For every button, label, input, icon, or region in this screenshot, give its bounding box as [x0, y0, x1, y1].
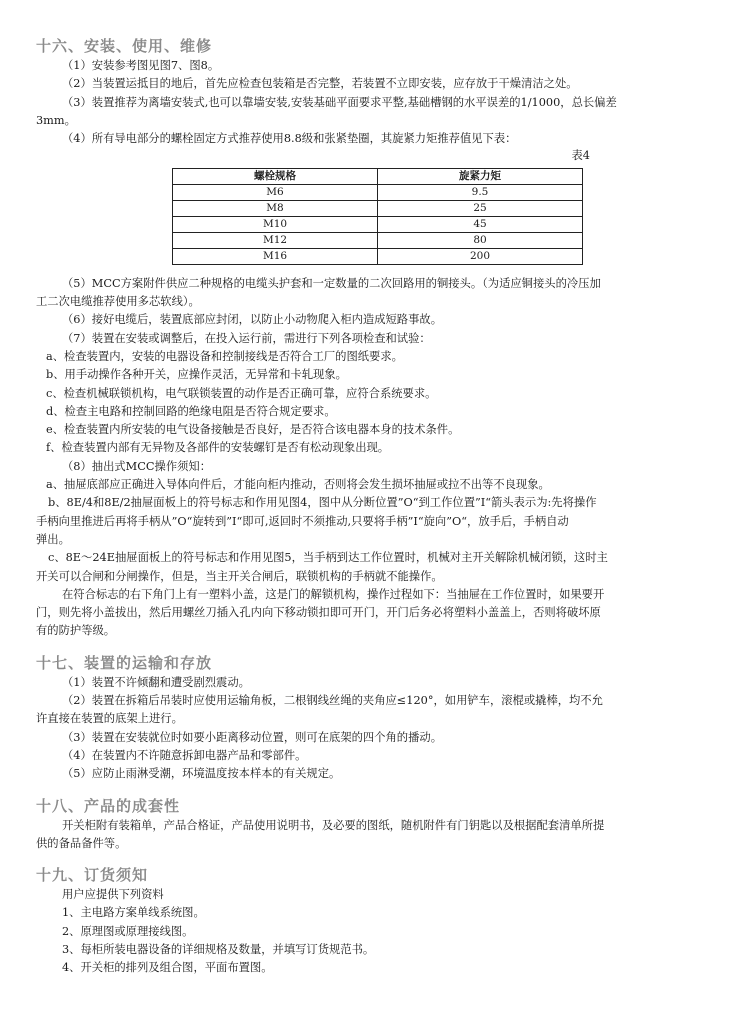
torque-table — [172, 168, 583, 265]
s16-p5a: （5）MCC方案附件供应二种规格的电缆头护套和一定数量的二次回路用的铜接头。（为适应铜接头的冷压加 — [62, 276, 601, 290]
section-16-title: 十六、安装、使用、维修 — [36, 37, 213, 55]
s18-p1a: 开关柜附有装箱单，产品合格证，产品使用说明书，及必要的图纸，随机附件有门钥匙以及根据配套清单所提 — [62, 818, 605, 832]
s16-p7d: d、检查主电路和控制回路的绝缘电阻是否符合规定要求。 — [46, 404, 336, 418]
table-cell: 80 — [378, 232, 583, 248]
s16-p8a: a、抽屉底部应正确进入导体向件后，才能向柜内推动，否则将会发生损坏抽屉或拉不出等不良现象。 — [46, 478, 550, 492]
s17-p4: （4）在装置内不许随意拆卸电器产品和零部件。 — [62, 748, 307, 762]
table-row — [173, 200, 583, 216]
table-header-row — [173, 168, 583, 184]
s16-p7f: f、检查装置内部有无异物及各部件的安装螺钉是否有松动现象出现。 — [46, 441, 390, 455]
table-cell: 25 — [378, 200, 583, 216]
table-header-cell: 螺栓规格 — [173, 168, 378, 184]
s16-p5b: 工二次电缆推荐使用多芯软线）。 — [36, 295, 200, 309]
table-header-cell: 旋紧力矩 — [378, 168, 583, 184]
section-17 — [36, 653, 714, 784]
s16-p7e: e、检查装置内所安装的电气设备接触是否良好，是否符合该电器本身的技术条件。 — [46, 423, 460, 437]
section-19 — [36, 865, 714, 977]
s16-p3a: （3）装置推荐为离墙安装式,也可以靠墙安装,安装基础平面要求平整,基础槽钢的水平误差的1/1000，总长偏差 — [62, 95, 617, 109]
table-cell: M16 — [173, 248, 378, 264]
section-17-title: 十七、装置的运输和存放 — [36, 653, 213, 672]
s16-p7: （7）装置在安装或调整后，在投入运行前，需进行下列各项检查和试验： — [62, 331, 431, 345]
table-row — [173, 232, 583, 248]
s16-p8c1: c、8E～24E抽屉面板上的符号标志和作用见图5，当手柄到达工作位置时，机械对主开关解除机械闭锁，这时主 — [48, 551, 608, 565]
s17-p2b: 许直接在装置的底架上进行。 — [36, 712, 183, 726]
s16-p8c2: 开关可以合闸和分闸操作，但是，当主开关合闸后，联锁机构的手柄就不能操作。 — [36, 569, 443, 583]
s16-p2: （2）当装置运抵目的地后，首先应检查包装箱是否完整，若装置不立即安装，应存放于干燥清洁之处。 — [62, 77, 578, 91]
s17-p1: （1）装置不许倾翻和遭受剧烈震动。 — [62, 675, 250, 689]
s16-p7c: c、检查机械联锁机构，电气联锁装置的动作是否正确可靠，应符合系统要求。 — [46, 386, 437, 400]
s16-p8d2: 门，则先将小盖拔出，然后用螺丝刀插入孔内向下移动锁扣即可开门，开门后务必将塑料小盖盖上，否则将破坏原 — [36, 606, 601, 620]
s17-p2a: （2）装置在拆箱后吊装时应使用运输角板，二根钢线丝绳的夹角应≤120°，如用铲车，滚棍或撬棒，均不允 — [62, 694, 603, 708]
s16-p6: （6）接好电缆后，装置底部应封闭，以防止小动物爬入柜内造成短路事故。 — [62, 313, 442, 327]
s16-p7a: a、检查装置内，安装的电器设备和控制接线是否符合工厂的图纸要求。 — [46, 349, 403, 363]
s16-p7b: b、用手动操作各种开关，应操作灵活，无异常和卡轧现象。 — [46, 368, 347, 382]
table-cell: 200 — [378, 248, 583, 264]
s16-p1: （1）安装参考图见图7、图8。 — [62, 59, 220, 72]
table-row — [173, 248, 583, 264]
list-item: 4、开关柜的排列及组合图，平面布置图。 — [62, 961, 273, 975]
s18-p1b: 供的备品备件等。 — [36, 836, 127, 850]
table-caption: 表4 — [571, 149, 590, 163]
s16-p8d3: 有的防护等级。 — [36, 624, 116, 638]
s16-p8: （8）抽出式MCC操作须知： — [62, 459, 212, 473]
section-19-title: 十九、订货须知 — [36, 866, 149, 885]
table-row — [173, 184, 583, 200]
s16-p8b1: b、8E/4和8E/2抽屉面板上的符号标志和作用见图4，图中从分断位置”O“到工作位置”I“箭头表示为:先将操作 — [48, 496, 597, 510]
s17-p5: （5）应防止雨淋受潮，环境温度按本样本的有关规定。 — [62, 767, 341, 781]
table-cell: M12 — [173, 232, 378, 248]
list-item: 3、每柜所装电器设备的详细规格及数量，并填写订货规范书。 — [62, 942, 375, 956]
list-item: 2、原理图或原理接线图。 — [62, 924, 194, 938]
s17-p3: （3）装置在安装就位时如要小距离移动位置，则可在底架的四个角的播动。 — [62, 730, 442, 744]
s16-p3b: 3mm。 — [36, 113, 76, 127]
table-cell: M10 — [173, 216, 378, 232]
table-cell: 9.5 — [378, 184, 583, 200]
s16-p4: （4）所有导电部分的螺栓固定方式推荐使用8.8级和张紧垫圈，其旋紧力矩推荐值见下表： — [62, 132, 517, 146]
table-cell: M6 — [173, 184, 378, 200]
section-18 — [36, 796, 714, 854]
section-18-title: 十八、产品的成套性 — [36, 796, 181, 815]
s16-p8b3: 弹出。 — [36, 532, 70, 546]
table-cell: M8 — [173, 200, 378, 216]
table-row — [173, 216, 583, 232]
s16-p8d1: 在符合标志的右下角门上有一塑料小盖，这是门的解锁机构，操作过程如下：当抽屉在工作位置时，如果要开 — [62, 587, 605, 601]
table-cell: 45 — [378, 216, 583, 232]
list-item: 1、主电路方案单线系统图。 — [62, 906, 205, 920]
s16-p8b2: 手柄向里推进后再将手柄从”O“旋转到”I“即可,返回时不须推动,只要将手柄”I“旋向”O“，放手后，手柄自动 — [36, 514, 569, 528]
s19-intro: 用户应提供下列资料 — [62, 888, 164, 902]
